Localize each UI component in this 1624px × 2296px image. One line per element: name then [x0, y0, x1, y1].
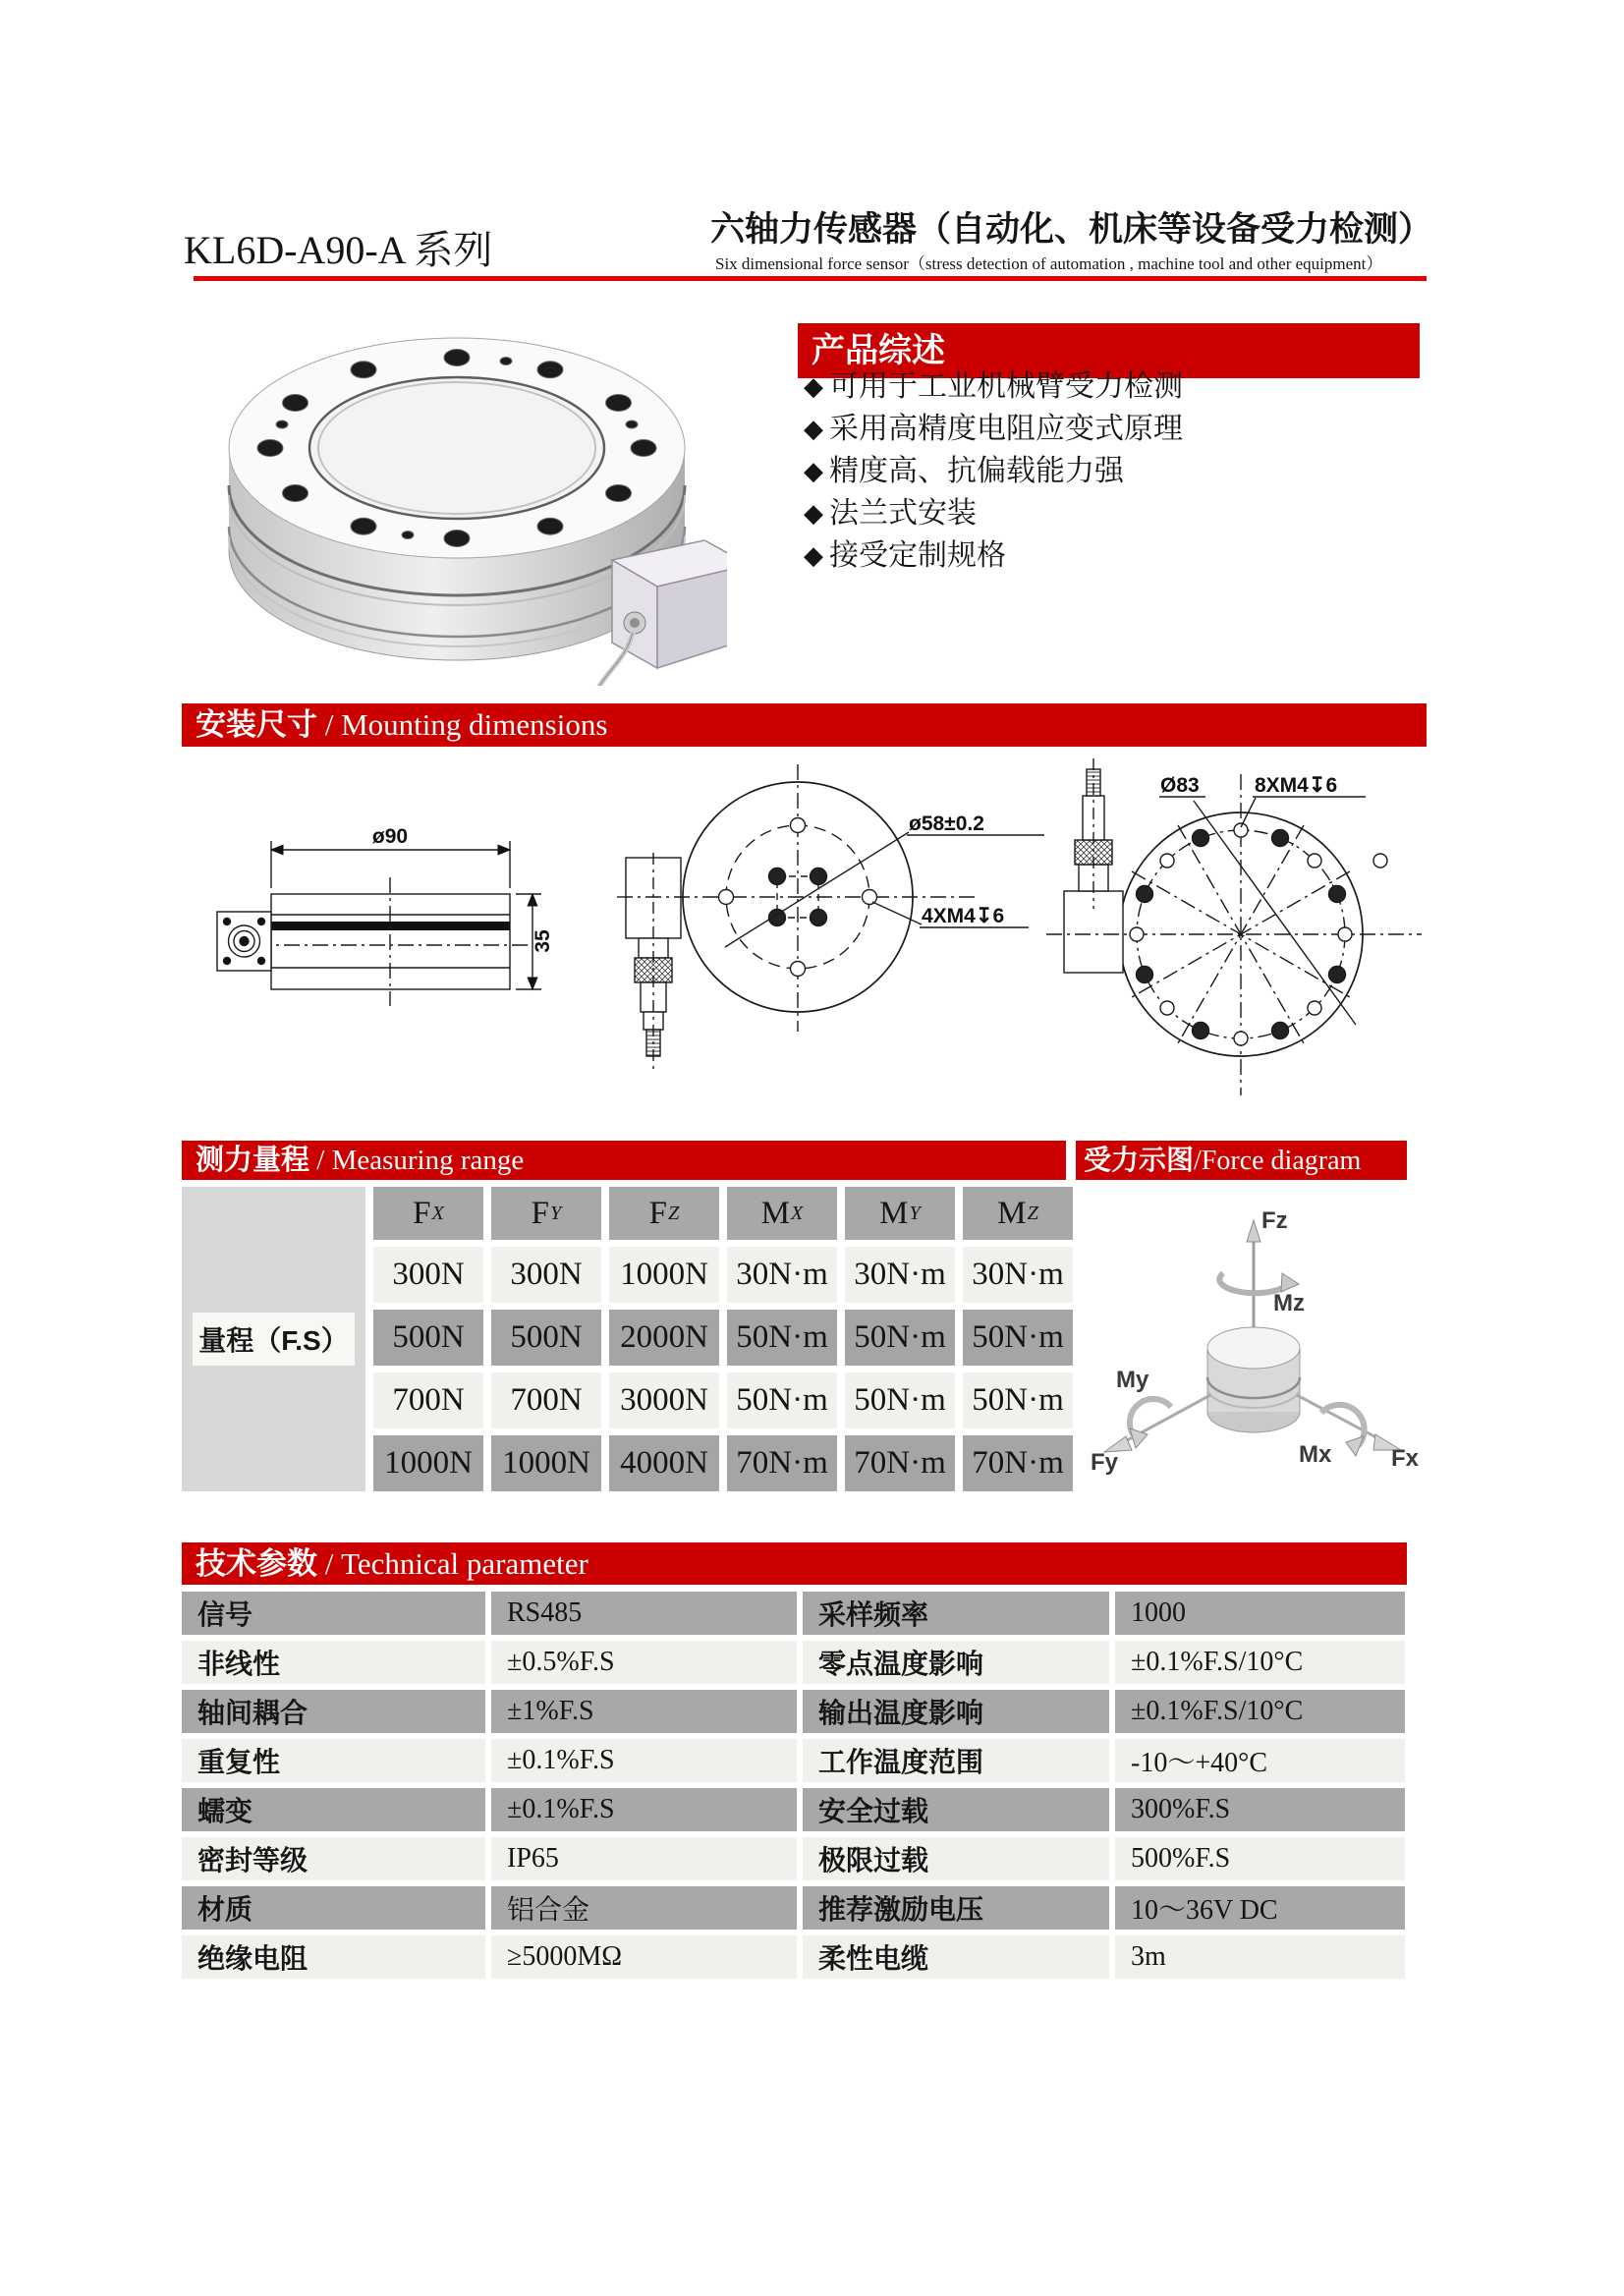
range-cell: 50N·m — [963, 1310, 1073, 1366]
param-name: 柔性电缆 — [803, 1935, 1109, 1979]
dim-label-8xm4: 8XM4↧6 — [1255, 774, 1338, 797]
param-name: 信号 — [182, 1592, 485, 1635]
series-name: KL6D-A90-A 系列 — [184, 228, 493, 272]
product-image — [192, 293, 727, 686]
measuring-range-table — [182, 1187, 1073, 1491]
param-name: 材质 — [182, 1886, 485, 1930]
range-cell: 500N — [491, 1310, 601, 1366]
param-name: 蠕变 — [182, 1788, 485, 1831]
param-value: 1000 — [1115, 1592, 1405, 1635]
range-cell: 300N — [491, 1247, 601, 1303]
back-view-drawing — [1046, 758, 1422, 1095]
param-value: -10～+40°C — [1115, 1739, 1405, 1782]
param-name: 重复性 — [182, 1739, 485, 1782]
label-fy: Fy — [1091, 1449, 1119, 1476]
side-view-drawing — [217, 825, 554, 1006]
param-value: ±0.1%F.S — [491, 1788, 797, 1831]
range-cell: 50N·m — [727, 1310, 837, 1366]
param-value: ≥5000MΩ — [491, 1935, 797, 1979]
param-value: ±1%F.S — [491, 1690, 797, 1733]
param-value: ±0.1%F.S — [491, 1739, 797, 1782]
range-cell: 1000N — [491, 1435, 601, 1491]
range-cell: 70N·m — [963, 1435, 1073, 1491]
label-fx: Fx — [1391, 1445, 1420, 1472]
dim-label-diameter-58: ø58±0.2 — [909, 812, 984, 835]
param-name: 非线性 — [182, 1641, 485, 1684]
param-name: 零点温度影响 — [803, 1641, 1109, 1684]
diamond-bullet-icon: ◆ — [804, 414, 823, 443]
range-label-cell — [182, 1187, 365, 1491]
param-name: 工作温度范围 — [803, 1739, 1109, 1782]
label-my: My — [1116, 1367, 1149, 1393]
overview-bullets — [804, 365, 1423, 577]
range-label: 量程（F.S） — [193, 1313, 354, 1366]
param-value: ±0.1%F.S/10°C — [1115, 1641, 1405, 1684]
param-name: 采样频率 — [803, 1592, 1109, 1635]
param-value: 300%F.S — [1115, 1788, 1405, 1831]
param-name: 推荐激励电压 — [803, 1886, 1109, 1930]
range-cell: 70N·m — [845, 1435, 955, 1491]
param-value: 铝合金 — [491, 1886, 797, 1930]
range-cell: 30N·m — [845, 1247, 955, 1303]
dim-label-35: 35 — [532, 929, 554, 953]
col-header-my: M Y — [845, 1187, 955, 1240]
label-mz: Mz — [1273, 1290, 1305, 1316]
param-value: 3m — [1115, 1935, 1405, 1979]
param-value: 10～36V DC — [1115, 1886, 1405, 1930]
overview-heading: 产品综述 — [812, 332, 945, 369]
page-subtitle: Six dimensional force sensor（stress detection of automation , machine tool and other equipment） — [715, 254, 1383, 273]
range-cell: 700N — [491, 1372, 601, 1428]
page-title: 六轴力传感器（自动化、机床等设备受力检测） — [710, 210, 1433, 249]
range-cell: 50N·m — [727, 1372, 837, 1428]
range-cell: 4000N — [609, 1435, 719, 1491]
range-cell: 50N·m — [845, 1310, 955, 1366]
measuring-banner: 测力量程 / Measuring range — [182, 1141, 1066, 1180]
front-view-drawing — [617, 764, 1044, 1071]
mounting-drawings — [182, 747, 1429, 1105]
col-header-fz: F Z — [609, 1187, 719, 1240]
technical-parameter-table — [182, 1592, 1405, 1979]
range-cell: 30N·m — [727, 1247, 837, 1303]
dim-label-diameter-83: Ø83 — [1160, 774, 1200, 797]
range-cell: 50N·m — [845, 1372, 955, 1428]
label-mx: Mx — [1299, 1441, 1332, 1468]
param-value: ±0.1%F.S/10°C — [1115, 1690, 1405, 1733]
overview-bullet: ◆ 精度高、抗偏载能力强 — [804, 455, 1124, 487]
col-header-mx: M X — [727, 1187, 837, 1240]
overview-bullet: ◆ 可用于工业机械臂受力检测 — [804, 370, 1183, 403]
range-cell: 300N — [373, 1247, 483, 1303]
overview-bullet: ◆ 采用高精度电阻应变式原理 — [804, 413, 1183, 445]
col-header-fy: F Y — [491, 1187, 601, 1240]
range-cell: 1000N — [609, 1247, 719, 1303]
range-cell: 30N·m — [963, 1247, 1073, 1303]
param-value: ±0.5%F.S — [491, 1641, 797, 1684]
range-cell: 3000N — [609, 1372, 719, 1428]
range-cell: 700N — [373, 1372, 483, 1428]
force-diagram-banner: 受力示图/Force diagram — [1076, 1141, 1407, 1180]
diamond-bullet-icon: ◆ — [804, 371, 823, 401]
dim-label-4xm4: 4XM4↧6 — [922, 905, 1005, 927]
mounting-banner: 安装尺寸 / Mounting dimensions — [182, 703, 1427, 747]
connector-box — [612, 540, 727, 668]
header-rule — [194, 276, 1427, 281]
param-value: RS485 — [491, 1592, 797, 1635]
diamond-bullet-icon: ◆ — [804, 498, 823, 528]
diamond-bullet-icon: ◆ — [804, 456, 823, 485]
param-name: 输出温度影响 — [803, 1690, 1109, 1733]
param-name: 极限过载 — [803, 1837, 1109, 1880]
col-header-fx: F X — [373, 1187, 483, 1240]
diamond-bullet-icon: ◆ — [804, 540, 823, 570]
label-fz: Fz — [1261, 1207, 1288, 1234]
range-cell: 70N·m — [727, 1435, 837, 1491]
technical-banner: 技术参数 / Technical parameter — [182, 1542, 1407, 1585]
force-axes — [1104, 1220, 1401, 1456]
param-value: 500%F.S — [1115, 1837, 1405, 1880]
overview-bullet: ◆ 法兰式安装 — [804, 497, 977, 530]
dim-label-diameter-90: ø90 — [371, 825, 409, 848]
param-name: 绝缘电阻 — [182, 1935, 485, 1979]
range-cell: 1000N — [373, 1435, 483, 1491]
param-value: IP65 — [491, 1837, 797, 1880]
param-name: 轴间耦合 — [182, 1690, 485, 1733]
param-name: 密封等级 — [182, 1837, 485, 1880]
range-cell: 2000N — [609, 1310, 719, 1366]
col-header-mz: M Z — [963, 1187, 1073, 1240]
range-cell: 500N — [373, 1310, 483, 1366]
range-cell: 50N·m — [963, 1372, 1073, 1428]
sensor-body — [229, 338, 727, 686]
overview-bullet: ◆ 接受定制规格 — [804, 539, 1006, 572]
param-name: 安全过载 — [803, 1788, 1109, 1831]
force-diagram — [1081, 1191, 1427, 1537]
